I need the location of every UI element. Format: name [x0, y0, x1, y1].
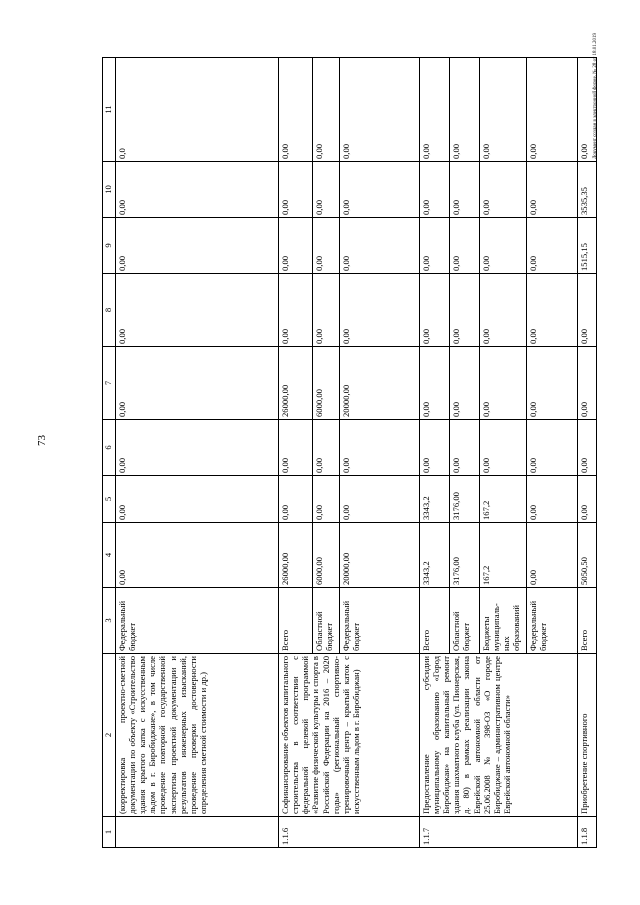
value-cell: 0,00 — [313, 162, 340, 218]
col-num-3: 3 — [103, 588, 116, 654]
value-cell: 0,00 — [449, 162, 479, 218]
value-cell: 3176,00 — [449, 476, 479, 523]
col-num-1: 1 — [103, 817, 116, 848]
row-number: 1.1.7 — [419, 817, 577, 848]
electronic-document-stamp: Документ создан в электронной форме. № 28 от 18.01.2019 — [593, 33, 598, 159]
value-cell: 0,00 — [526, 58, 577, 162]
value-cell: 0,00 — [449, 347, 479, 420]
value-cell: 167,2 — [479, 476, 526, 523]
column-number-header — [103, 58, 116, 848]
funding-source: Областной бюджет — [449, 588, 479, 654]
value-cell: 0,00 — [449, 274, 479, 347]
value-cell: 0,00 — [479, 347, 526, 420]
value-cell: 0,0 — [115, 58, 278, 162]
row-number: 1.1.6 — [279, 817, 420, 848]
row-description: Приобретение спортивного — [577, 654, 596, 817]
col-num-5: 5 — [103, 476, 116, 523]
value-cell: 0,00 — [449, 58, 479, 162]
value-cell: 0,00 — [115, 476, 278, 523]
table-row — [279, 58, 313, 848]
value-cell: 0,00 — [577, 420, 596, 476]
funding-source: Федеральный бюджет — [339, 588, 419, 654]
funding-source: Всего — [279, 588, 313, 654]
value-cell: 0,00 — [479, 162, 526, 218]
value-cell: 0,00 — [526, 523, 577, 588]
value-cell: 20000,00 — [339, 347, 419, 420]
value-cell: 0,00 — [419, 58, 449, 162]
value-cell: 0,00 — [279, 218, 313, 274]
value-cell: 0,00 — [526, 218, 577, 274]
value-cell: 3176,00 — [449, 523, 479, 588]
value-cell: 20000,00 — [339, 523, 419, 588]
value-cell: 0,00 — [279, 58, 313, 162]
value-cell: 0,00 — [577, 274, 596, 347]
value-cell: 0,00 — [419, 218, 449, 274]
funding-source: Областной бюджет — [313, 588, 340, 654]
col-num-4: 4 — [103, 523, 116, 588]
value-cell: 0,00 — [577, 347, 596, 420]
col-num-11: 11 — [103, 58, 116, 162]
value-cell: 0,00 — [313, 420, 340, 476]
value-cell: 0,00 — [419, 347, 449, 420]
value-cell: 0,00 — [339, 420, 419, 476]
value-cell: 0,00 — [449, 218, 479, 274]
value-cell: 0,00 — [419, 162, 449, 218]
value-cell: 0,00 — [449, 420, 479, 476]
value-cell: 0,00 — [115, 162, 278, 218]
value-cell: 6000,00 — [313, 523, 340, 588]
value-cell: 1515,15 — [577, 218, 596, 274]
funding-source: Всего — [577, 588, 596, 654]
value-cell: 5050,50 — [577, 523, 596, 588]
page-number: 73 — [36, 435, 48, 446]
value-cell: 0,00 — [313, 218, 340, 274]
table-row — [577, 58, 596, 848]
row-description: Предоставление субсидии муниципальному образованию «Город Биробиджан» на капитальный ремонт здания шахматного клуба (ул. Пионерская, д. 80) в рамках реализации закона Еврейской автономной области от 25.06.2008 № 398-ОЗ «О городе Биробиджане – административном центре Еврейской автономной области» — [419, 654, 577, 817]
value-cell — [577, 33, 598, 162]
value-cell: 0,00 — [339, 58, 419, 162]
value-cell: 0,00 — [115, 274, 278, 347]
table-row — [419, 58, 449, 848]
funding-source: Федеральный бюджет — [115, 588, 278, 654]
funding-source: Бюджеты муниципаль-ных образований — [479, 588, 526, 654]
value-cell: 0,00 — [479, 274, 526, 347]
col-num-2: 2 — [103, 654, 116, 817]
value-text: 0,00 — [578, 143, 589, 159]
value-cell: 6000,00 — [313, 347, 340, 420]
rotated-table-wrapper — [102, 33, 598, 848]
value-cell: 0,00 — [279, 476, 313, 523]
row-number: 1.1.8 — [577, 817, 596, 848]
value-cell: 167,2 — [479, 523, 526, 588]
value-cell: 0,00 — [115, 347, 278, 420]
value-cell: 0,00 — [115, 218, 278, 274]
financing-table — [102, 33, 598, 848]
value-cell: 0,00 — [526, 476, 577, 523]
value-cell: 0,00 — [279, 162, 313, 218]
value-cell: 0,00 — [479, 420, 526, 476]
col-num-6: 6 — [103, 420, 116, 476]
value-cell: 0,00 — [115, 523, 278, 588]
funding-source: Всего — [419, 588, 449, 654]
value-cell: 0,00 — [313, 274, 340, 347]
col-num-7: 7 — [103, 347, 116, 420]
value-cell: 3343,2 — [419, 523, 449, 588]
value-cell: 0,00 — [419, 420, 449, 476]
value-cell: 3535,35 — [577, 162, 596, 218]
value-cell: 0,00 — [313, 476, 340, 523]
value-cell: 0,00 — [526, 420, 577, 476]
value-cell: 0,00 — [339, 218, 419, 274]
row-number — [115, 817, 278, 848]
value-cell: 0,00 — [526, 162, 577, 218]
value-cell: 0,00 — [279, 274, 313, 347]
col-num-9: 9 — [103, 218, 116, 274]
value-cell: 0,00 — [339, 274, 419, 347]
funding-source: Федеральный бюджет — [526, 588, 577, 654]
value-cell: 0,00 — [479, 58, 526, 162]
row-description: Софинансирование объектов капитального строительства в соответствии с федеральной целевой программой «Развитие физической культуры и спорта в Российской Федерации на 2016 – 2020 годы» (региональный спортивно-тренировочный центр – крытый каток с искусственным льдом в г. Биробиджан) — [279, 654, 420, 817]
value-cell: 0,00 — [479, 218, 526, 274]
value-cell: 3343,2 — [419, 476, 449, 523]
value-cell: 26000,00 — [279, 523, 313, 588]
row-description: (корректировка проектно-сметной документации по объекту «Строительство здания крытого катка с искусственным льдом в г. Биробиджане», в том числе проведение повторной государственной экспертизы проектной документации и результатов инженерных изысканий, проведение проверки достоверности определения сметной стоимости и др.) — [115, 654, 278, 817]
col-num-10: 10 — [103, 162, 116, 218]
value-cell: 0,00 — [526, 274, 577, 347]
value-cell: 0,00 — [339, 476, 419, 523]
value-cell: 0,00 — [115, 420, 278, 476]
value-cell: 26000,00 — [279, 347, 313, 420]
value-cell: 0,00 — [577, 476, 596, 523]
table-row — [115, 58, 278, 848]
col-num-8: 8 — [103, 274, 116, 347]
value-cell: 0,00 — [339, 162, 419, 218]
value-cell: 0,00 — [313, 58, 340, 162]
value-cell: 0,00 — [419, 274, 449, 347]
value-cell: 0,00 — [279, 420, 313, 476]
value-cell: 0,00 — [526, 347, 577, 420]
